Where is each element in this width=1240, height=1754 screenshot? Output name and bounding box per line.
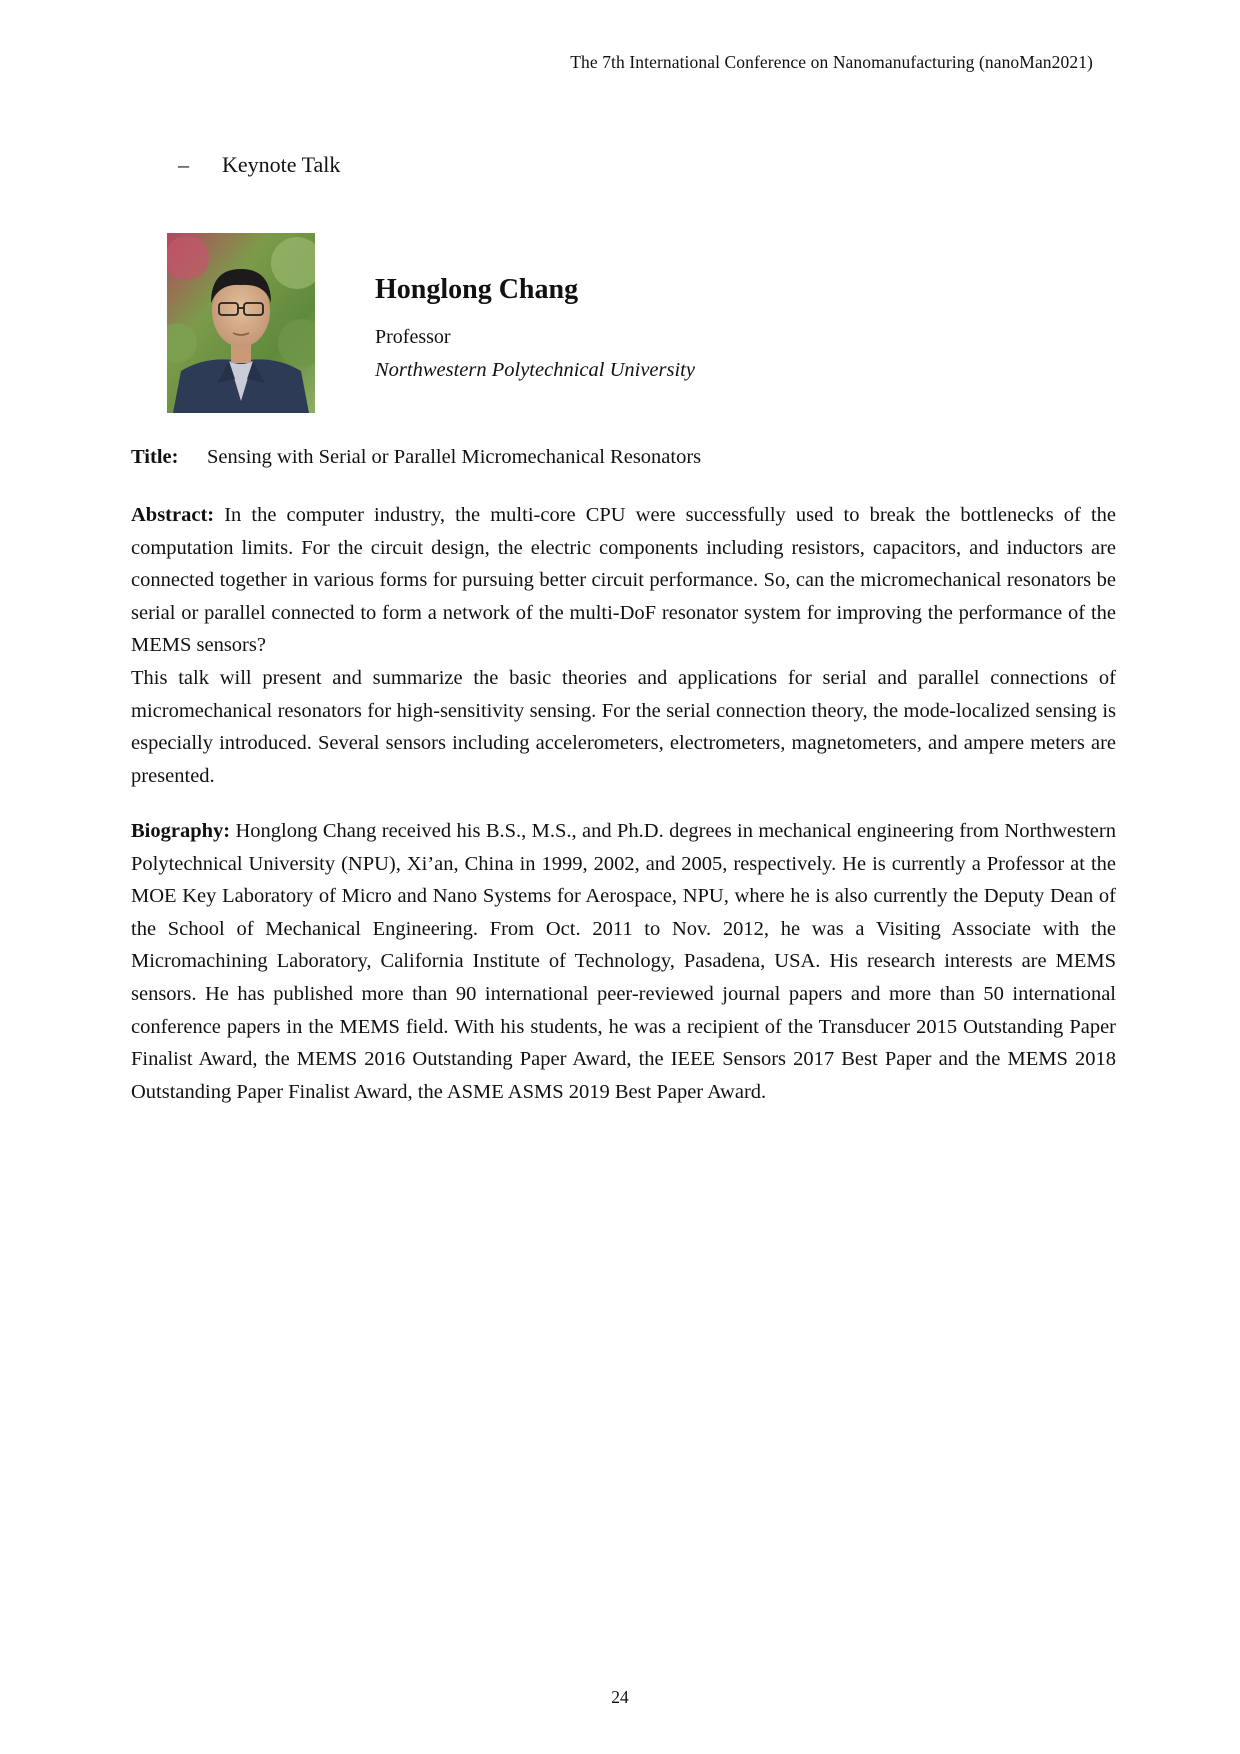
abstract-text-1: In the computer industry, the multi-core CPU were successfully used to break the bottlenecks of the computation limits. For the circuit design, the electric components including resistors, capacitors, and inductors are connected together in various forms for pursuing better circuit performance. So, can the micromechanical resonators be serial or parallel connected to form a network of the multi-DoF resonator system for improving the performance of the MEMS sensors?: [131, 504, 1116, 657]
speaker-photo: [167, 233, 315, 413]
abstract-paragraph-2: This talk will present and summarize the basic theories and applications for serial and parallel connections of micromechanical resonators for high-sensitivity sensing. For the serial connection theory, the mode-localized sensing is especially introduced. Several sensors including accelerometers, electrometers, magnetometers, and ampere meters are presented.: [131, 666, 1116, 787]
biography-section: [131, 815, 1116, 1108]
speaker-role: Professor: [375, 326, 451, 348]
section-dash: –: [178, 152, 189, 177]
biography-paragraph: [131, 815, 1116, 1108]
page-number: 24: [611, 1687, 629, 1707]
abstract-paragraph-1: [131, 499, 1116, 662]
talk-title-row: [131, 446, 701, 469]
abstract-label: Abstract:: [131, 504, 215, 526]
section-heading: [178, 152, 340, 178]
title-label: Title:: [131, 446, 179, 468]
running-header: The 7th International Conference on Nanomanufacturing (nanoMan2021): [570, 52, 1093, 72]
section-label: Keynote Talk: [222, 152, 341, 177]
speaker-name: Honglong Chang: [375, 274, 579, 305]
biography-label: Biography:: [131, 820, 231, 842]
abstract-section: [131, 499, 1116, 792]
talk-title: Sensing with Serial or Parallel Micromechanical Resonators: [207, 446, 702, 468]
speaker-affiliation: Northwestern Polytechnical University: [375, 359, 695, 381]
biography-text: Honglong Chang received his B.S., M.S., and Ph.D. degrees in mechanical engineering from Northwestern Polytechnical University (NPU), Xi’an, China in 1999, 2002, and 2005, respectively. He is currently a Professor at the MOE Key Laboratory of Micro and Nano Systems for Aerospace, NPU, where he is also currently the Deputy Dean of the School of Mechanical Engineering. From Oct. 2011 to Nov. 2012, he was a Visiting Associate with the Micromachining Laboratory, California Institute of Technology, Pasadena, USA. His research interests are MEMS sensors. He has published more than 90 international peer-reviewed journal papers and more than 50 international conference papers in the MEMS field. With his students, he was a recipient of the Transducer 2015 Outstanding Paper Finalist Award, the MEMS 2016 Outstanding Paper Award, the IEEE Sensors 2017 Best Paper and the MEMS 2018 Outstanding Paper Finalist Award, the ASME ASMS 2019 Best Paper Award.: [131, 820, 1116, 1103]
